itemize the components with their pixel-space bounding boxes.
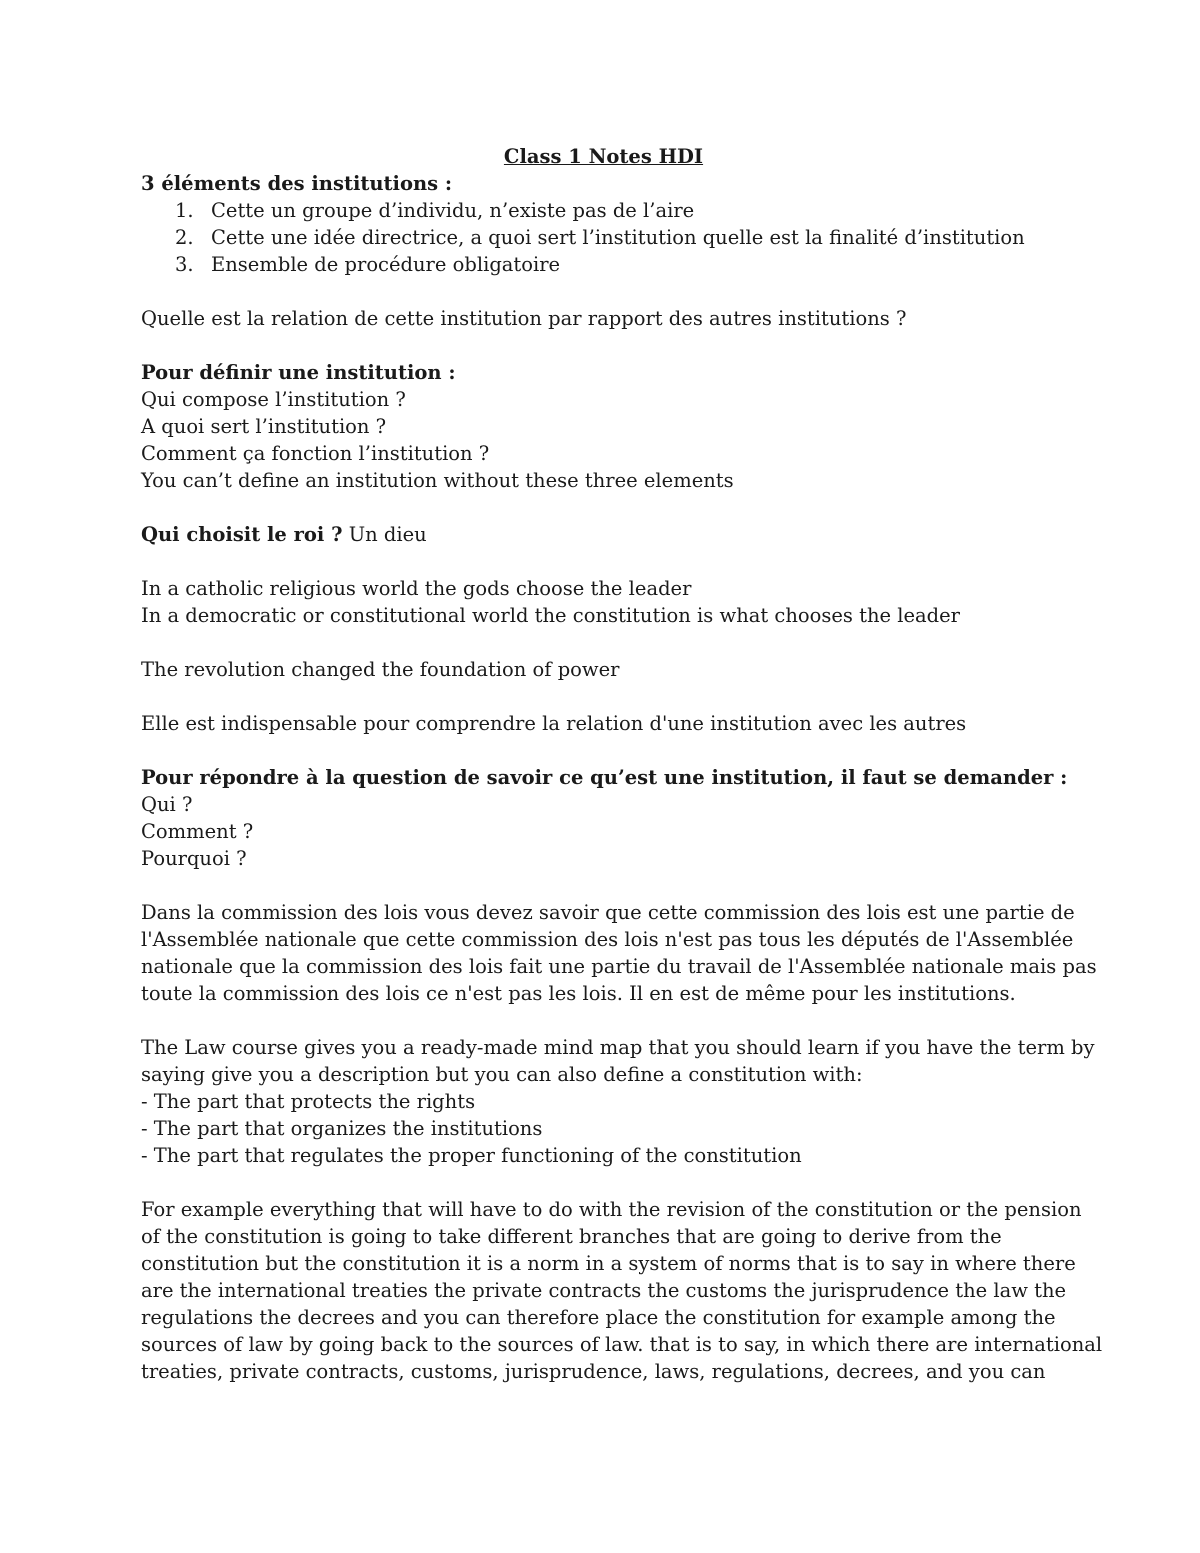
text-line: You can’t define an institution without these three elements	[141, 469, 734, 492]
question-king-bold: Qui choisit le roi ?	[141, 523, 343, 546]
text-line: toute la commission des lois ce n'est pas les lois. Il en est de même pour les institutions.	[141, 982, 1016, 1005]
list-item	[141, 224, 1066, 251]
spacer	[141, 332, 1066, 359]
text-line: The Law course gives you a ready-made mind map that you should learn if you have the term by	[141, 1036, 1095, 1059]
text-line: treaties, private contracts, customs, jurisprudence, laws, regulations, decrees, and you can	[141, 1360, 1046, 1383]
text-line: For example everything that will have to do with the revision of the constitution or the pension	[141, 1198, 1082, 1221]
section-heading-question: Pour répondre à la question de savoir ce qu’est une institution, il faut se demander :	[141, 766, 1068, 789]
list-number: 1.	[175, 199, 194, 222]
spacer	[141, 872, 1066, 899]
text-line: The revolution changed the foundation of power	[141, 658, 620, 681]
question-relation: Quelle est la relation de cette institution par rapport des autres institutions ?	[141, 307, 907, 330]
text-line: of the constitution is going to take different branches that are going to derive from the	[141, 1225, 1002, 1248]
text-line: sources of law by going back to the sources of law. that is to say, in which there are international	[141, 1333, 1103, 1356]
text-line: Pourquoi ?	[141, 847, 247, 870]
list-item-text: Ensemble de procédure obligatoire	[211, 253, 561, 276]
text-line: constitution but the constitution it is a norm in a system of norms that is to say in where there	[141, 1252, 1076, 1275]
spacer	[141, 1007, 1066, 1034]
text-line: In a democratic or constitutional world the constitution is what chooses the leader	[141, 604, 960, 627]
spacer	[141, 548, 1066, 575]
paragraph-example	[141, 1196, 1103, 1385]
text-line: Qui ?	[141, 793, 193, 816]
text-line: nationale que la commission des lois fait une partie du travail de l'Assemblée nationale mais pas	[141, 955, 1097, 978]
text-line: Comment ?	[141, 820, 254, 843]
paragraph-commission	[141, 899, 1097, 1007]
text-line: saying give you a description but you can also define a constitution with:	[141, 1063, 863, 1086]
spacer	[141, 494, 1066, 521]
text-line: - The part that protects the rights	[141, 1090, 476, 1113]
text-line: - The part that organizes the institutions	[141, 1117, 543, 1140]
list-number: 2.	[175, 226, 194, 249]
text-line: In a catholic religious world the gods choose the leader	[141, 577, 692, 600]
text-line: - The part that regulates the proper functioning of the constitution	[141, 1144, 802, 1167]
text-line: are the international treaties the private contracts the customs the jurisprudence the law the	[141, 1279, 1067, 1302]
text-line: regulations the decrees and you can therefore place the constitution for example among the	[141, 1306, 1056, 1329]
text-line: Dans la commission des lois vous devez savoir que cette commission des lois est une partie de	[141, 901, 1075, 924]
question-king	[141, 521, 1066, 548]
spacer	[141, 683, 1066, 710]
document-page	[141, 143, 1103, 1385]
section-heading-elements: 3 éléments des institutions :	[141, 172, 453, 195]
list-item	[141, 251, 1066, 278]
text-line: A quoi sert l’institution ?	[141, 415, 387, 438]
paragraph-law-course	[141, 1034, 1095, 1169]
section-heading-define: Pour définir une institution :	[141, 361, 456, 384]
spacer	[141, 737, 1066, 764]
list-item-text: Cette un groupe d’individu, n’existe pas de l’aire	[211, 199, 695, 222]
spacer	[141, 1169, 1066, 1196]
list-item-text: Cette une idée directrice, a quoi sert l’institution quelle est la finalité d’institution	[211, 226, 1025, 249]
text-line: Comment ça fonction l’institution ?	[141, 442, 490, 465]
text-line: Elle est indispensable pour comprendre la relation d'une institution avec les autres	[141, 712, 967, 735]
page-title: Class 1 Notes HDI	[503, 145, 704, 168]
spacer	[141, 629, 1066, 656]
list-item	[141, 197, 1066, 224]
list-number: 3.	[175, 253, 194, 276]
text-line: Qui compose l’institution ?	[141, 388, 406, 411]
question-king-answer: Un dieu	[342, 523, 427, 546]
spacer	[141, 278, 1066, 305]
text-line: l'Assemblée nationale que cette commission des lois n'est pas tous les députés de l'Assemblée	[141, 928, 1074, 951]
